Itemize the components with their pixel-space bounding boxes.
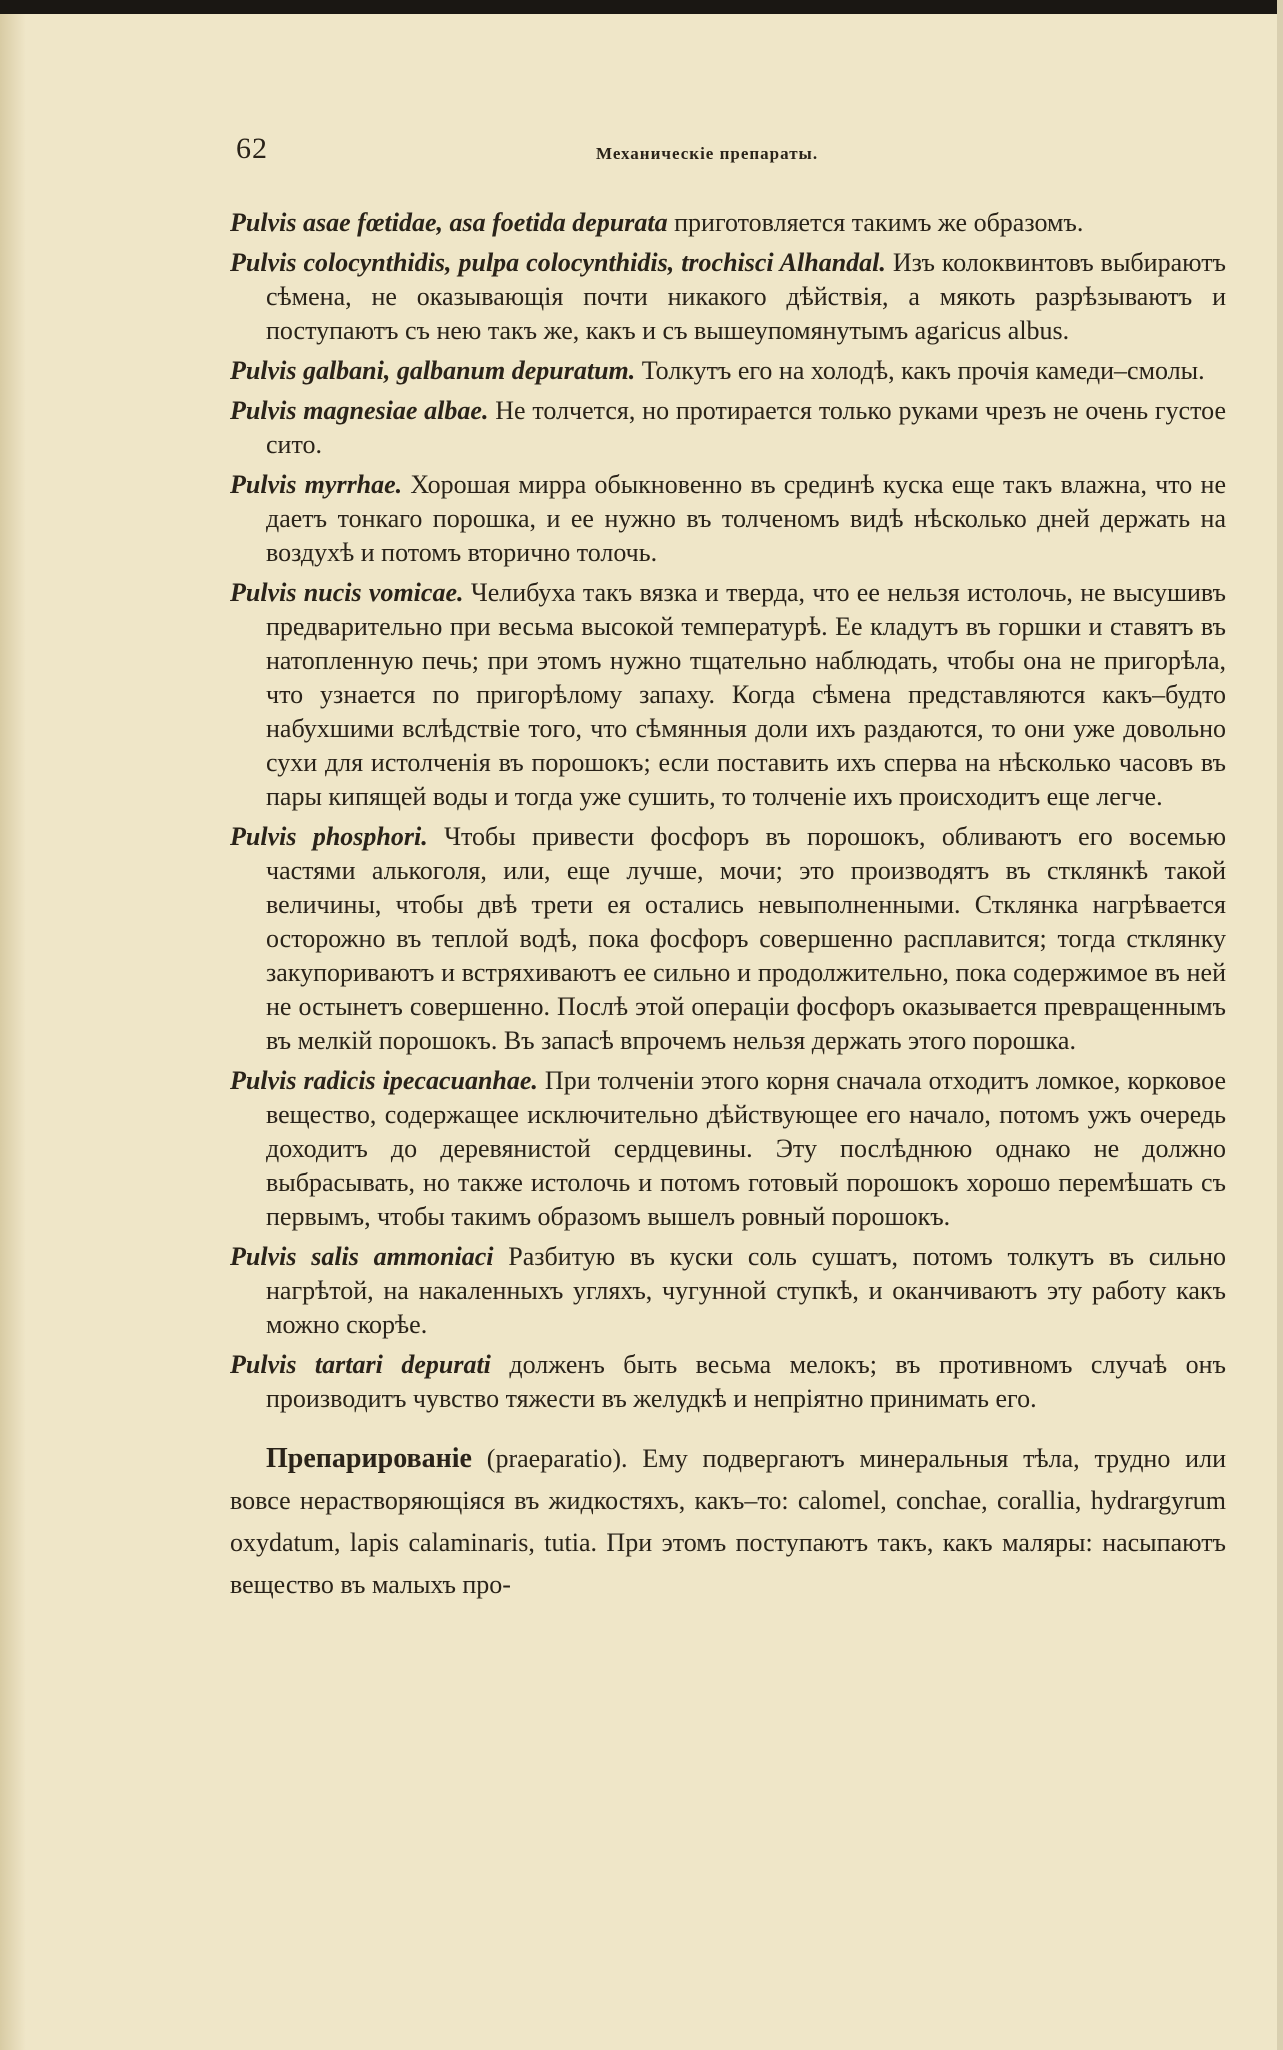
entry-phosphori bbox=[230, 820, 1226, 1058]
entry-latin-name: Pulvis salis ammoniaci bbox=[230, 1242, 494, 1271]
entry-text: Толкутъ его на холодѣ, какъ прочія камеди–смолы. bbox=[635, 356, 1205, 385]
page-body bbox=[230, 206, 1226, 1632]
entry-text: Не толчется, но протирается только руками чрезъ не очень густое сито. bbox=[266, 396, 1226, 459]
entry-latin-name: Pulvis galbani, galbanum depuratum. bbox=[230, 356, 636, 385]
entry-magnesiae-albae bbox=[230, 394, 1226, 462]
entry-text: Челибуха такъ вязка и тверда, что ее нельзя истолочь, не высушивъ предварительно при весьма высокой температурѣ. Ее кладутъ въ горшки и ставятъ въ натопленную печь; при этомъ нужно тщательно наблюдать, чтобы она не пригорѣла, что узнается по пригорѣлому запаху. Когда сѣмена представляются какъ–будто набухшими вслѣдствіе того, что сѣмянныя доли ихъ раздаются, то они уже довольно сухи для истолченія въ порошокъ; если поставить ихъ сперва на нѣсколько часовъ въ пары кипящей воды и тогда уже сушить, то толченіе ихъ происходитъ еще легче. bbox=[266, 578, 1227, 811]
entry-asae-foetidae bbox=[230, 206, 1226, 240]
entry-text: При толченіи этого корня сначала отходитъ ломкое, корковое вещество, содержащее исключительно дѣйствующее его начало, потомъ ужъ очередь доходитъ до деревянистой сердцевины. Эту послѣднюю однако не должно выбрасывать, но также истолочь и потомъ готовый порошокъ хорошо перемѣшать съ первымъ, чтобы такимъ образомъ вышелъ ровный порошокъ. bbox=[266, 1066, 1226, 1231]
entry-latin-name: Pulvis nucis vomicae. bbox=[230, 578, 464, 607]
running-title: Механическіе препараты. bbox=[596, 144, 819, 163]
entry-latin-name: Pulvis myrrhae. bbox=[230, 470, 403, 499]
entry-text: приготовляется такимъ же образомъ. bbox=[667, 208, 1084, 237]
entry-latin-name: Pulvis radicis ipecacuanhae. bbox=[230, 1066, 538, 1095]
entry-text: Изъ колоквинтовъ выбираютъ сѣмена, не оказывающія почти никакого дѣйствія, а мякоть разрѣзываютъ и поступаютъ съ нею такъ же, какъ и съ вышеупомянутымъ agaricus albus. bbox=[266, 248, 1226, 345]
entry-galbani bbox=[230, 354, 1226, 388]
section-praeparatio bbox=[230, 1438, 1226, 1606]
entry-tartari-depurati bbox=[230, 1348, 1226, 1416]
entry-myrrhae bbox=[230, 468, 1226, 570]
entry-colocynthidis bbox=[230, 246, 1226, 348]
entry-ipecacuanhae bbox=[230, 1064, 1226, 1234]
entry-salis-ammoniaci bbox=[230, 1240, 1226, 1342]
page-number: 62 bbox=[236, 132, 268, 165]
entry-latin-name: Pulvis asae fœtidae, asa foetida depurata bbox=[230, 208, 668, 237]
entry-nucis-vomicae bbox=[230, 576, 1226, 814]
section-heading: Препарированіе bbox=[266, 1443, 472, 1474]
entry-latin-name: Pulvis phosphori. bbox=[230, 822, 428, 851]
entry-text: Хорошая мирра обыкновенно въ срединѣ куска еще такъ влажна, что не даетъ тонкаго порошка, и ее нужно въ толченомъ видѣ нѣсколько дней держать на воздухѣ и потомъ вторично толочь. bbox=[266, 470, 1226, 567]
entry-latin-name: Pulvis magnesiae albae. bbox=[230, 396, 489, 425]
entry-text: долженъ быть весьма мелокъ; въ противномъ случаѣ онъ производитъ чувство тяжести въ желудкѣ и непріятно принимать его. bbox=[266, 1350, 1227, 1413]
entry-latin-name: Pulvis colocynthidis, pulpa colocynthidis, trochisci Alhandal. bbox=[230, 248, 886, 277]
page-header bbox=[236, 132, 1226, 172]
entry-latin-name: Pulvis tartari depurati bbox=[230, 1350, 491, 1379]
entry-text: Разбитую въ куски соль сушатъ, потомъ толкутъ въ сильно нагрѣтой, на накаленныхъ угляхъ, чугунной ступкѣ, и оканчиваютъ эту работу какъ можно скорѣе. bbox=[266, 1242, 1226, 1339]
entry-text: Чтобы привести фосфоръ въ порошокъ, обливаютъ его восемью частями алькоголя, или, еще лучше, мочи; это производятъ въ стклянкѣ такой величины, чтобы двѣ трети ея остались невыполненными. Стклянка нагрѣвается осторожно въ теплой водѣ, пока фосфоръ совершенно расплавится; тогда стклянку закупориваютъ и встряхиваютъ ее сильно и продолжительно, пока содержимое въ ней не остынетъ совершенно. Послѣ этой операціи фосфоръ оказывается превращеннымъ въ мелкій порошокъ. Въ запасѣ впрочемъ нельзя держать этого порошка. bbox=[266, 822, 1227, 1055]
section-text: (praeparatio). Ему подвергаютъ минеральныя тѣла, трудно или вовсе нерастворяющіяся въ жидкостяхъ, какъ–то: calomel, conchae, corallia, hydrargyrum oxydatum, lapis calaminaris, tutia. При этомъ поступаютъ такъ, какъ маляры: насыпаютъ вещество въ малыхъ про- bbox=[230, 1444, 1226, 1599]
